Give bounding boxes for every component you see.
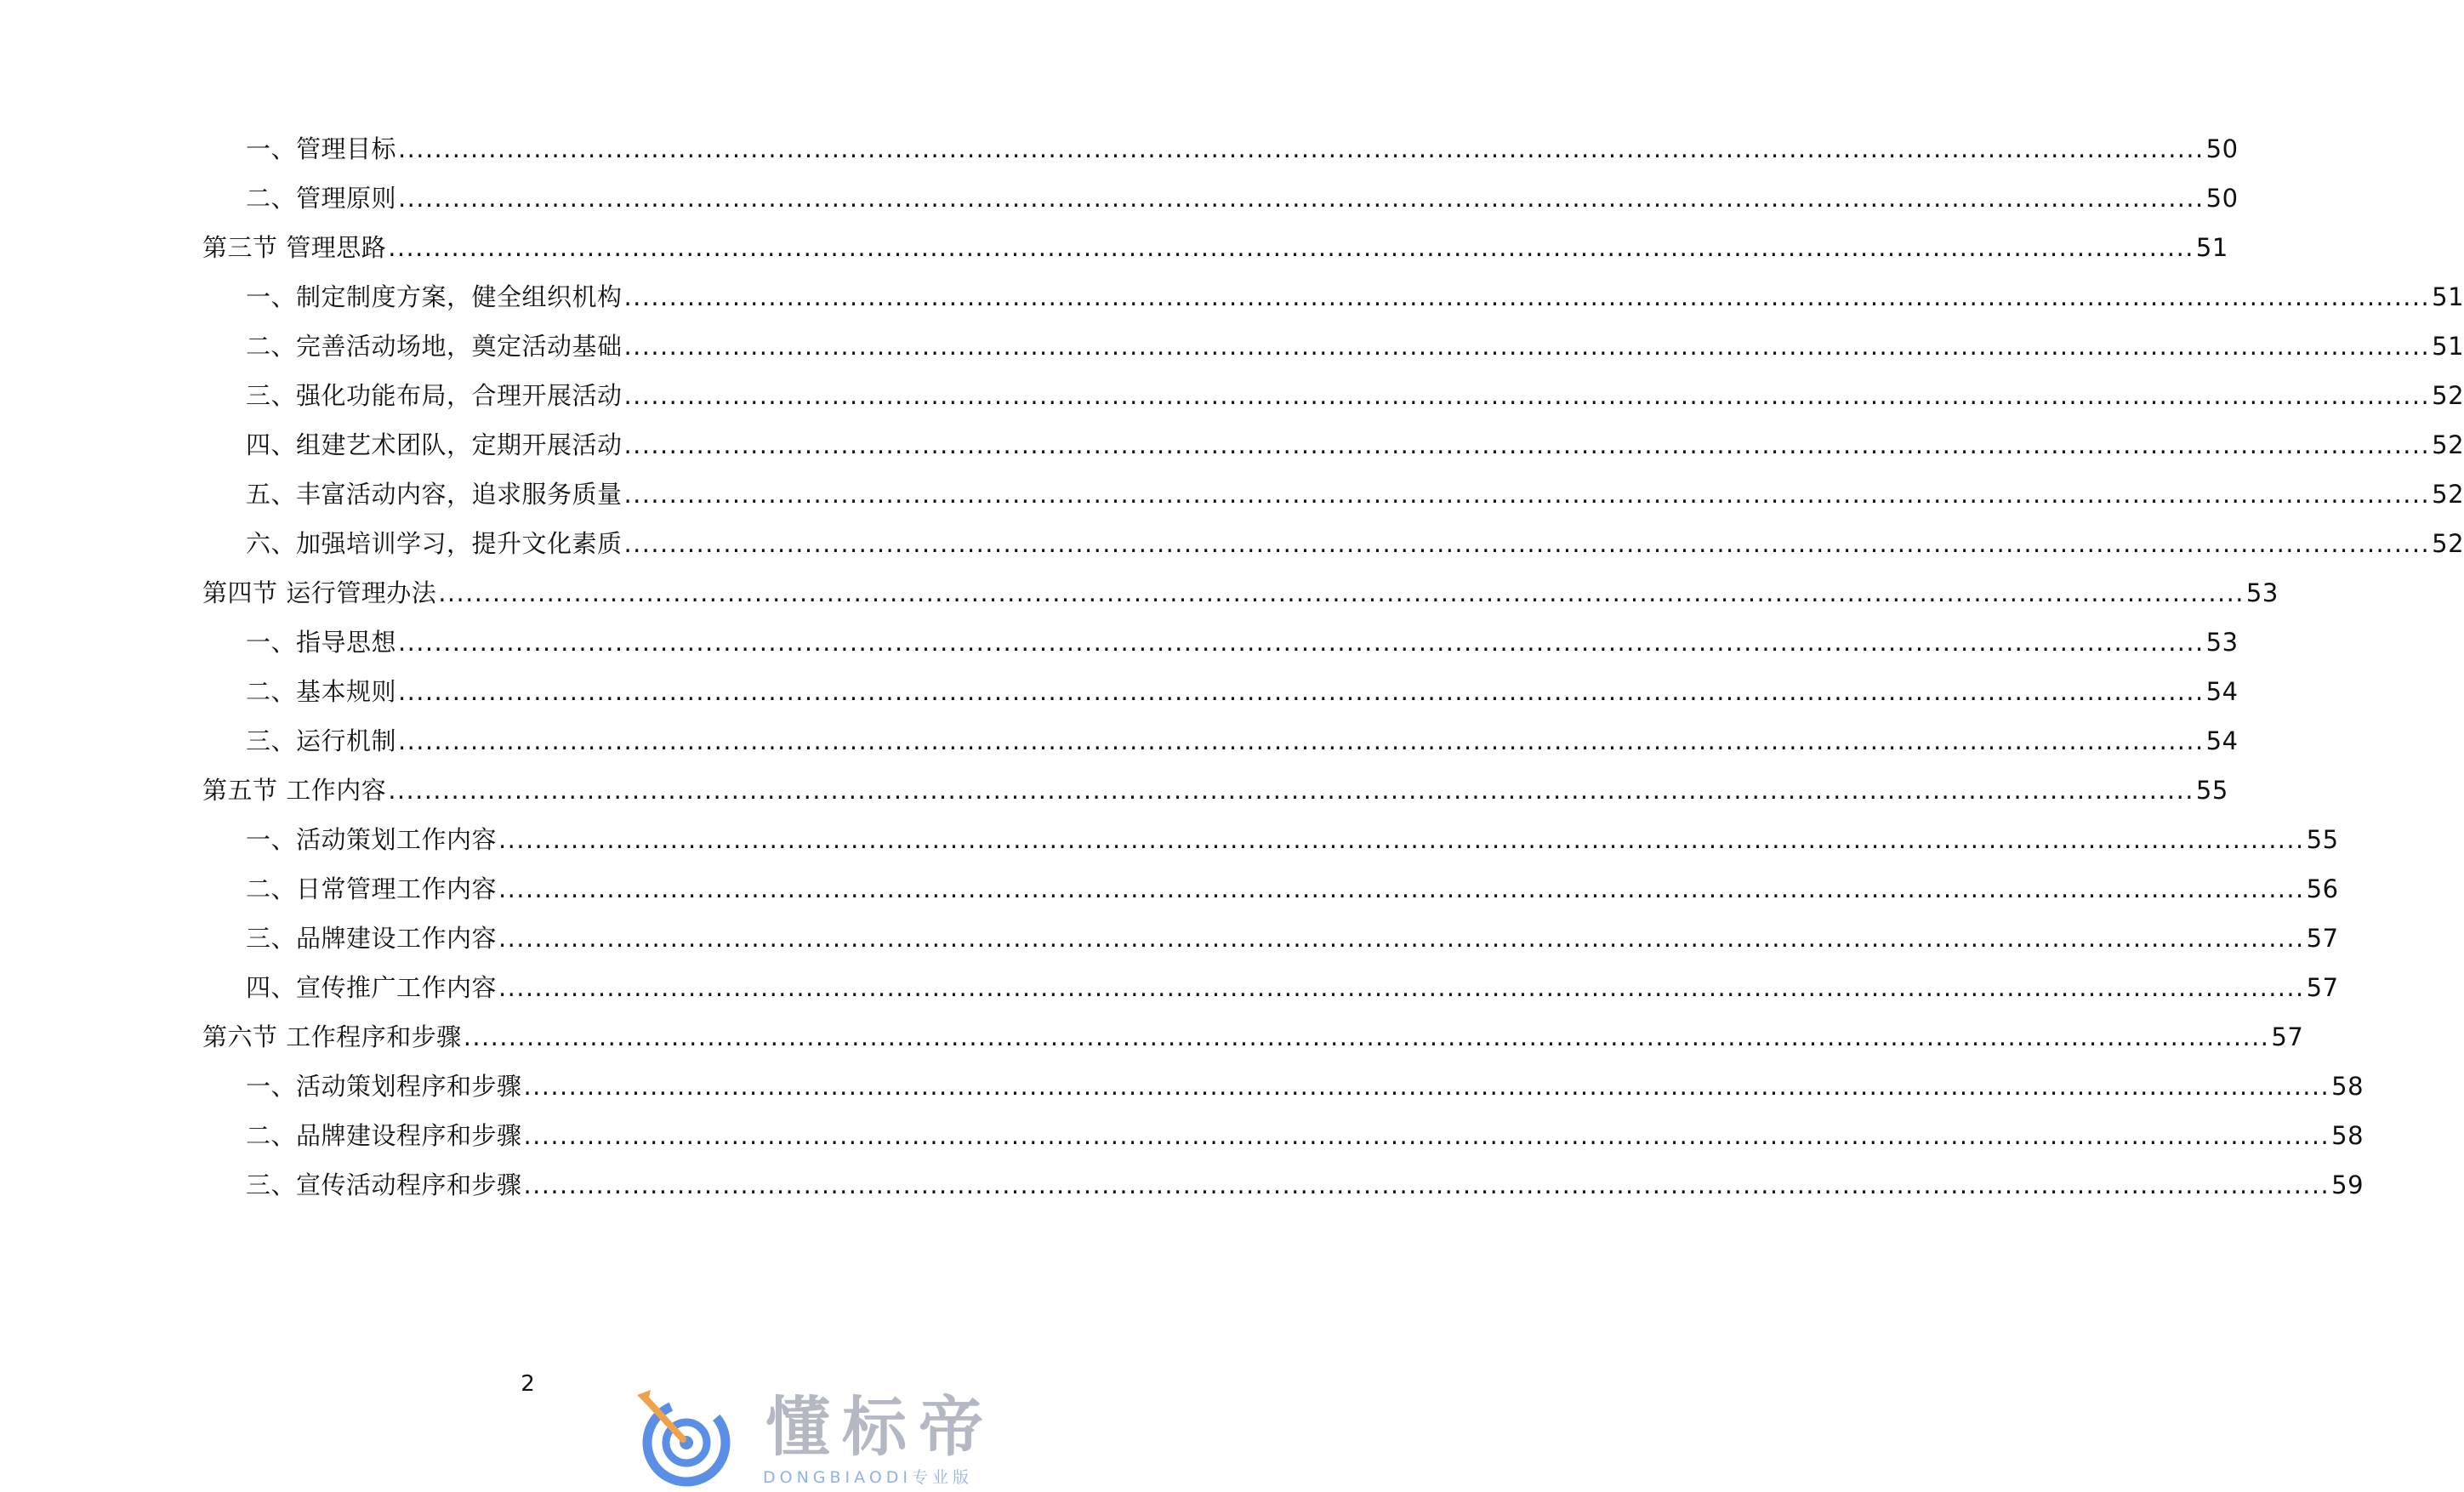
toc-entry[interactable] xyxy=(202,567,2279,610)
toc-leader-dots: ........................................................................................................................................................................................................ xyxy=(623,282,2431,311)
toc-leader-dots: ........................................................................................................................................................................................................ xyxy=(623,381,2431,410)
toc-entry-title: 一、指导思想 xyxy=(246,628,397,657)
toc-entry-title: 第四节 运行管理办法 xyxy=(202,578,437,607)
toc-entry[interactable] xyxy=(246,173,2239,215)
toc-entry-title: 一、管理目标 xyxy=(246,134,397,163)
toc-leader-dots: ........................................................................................................................................................................................................ xyxy=(498,973,2305,1002)
toc-leader-dots: ........................................................................................................................................................................................................ xyxy=(388,776,2194,805)
toc-entry[interactable] xyxy=(246,518,2464,561)
toc-leader-dots: ........................................................................................................................................................................................................ xyxy=(623,430,2431,459)
toc-entry[interactable] xyxy=(246,271,2464,314)
toc-entry-title: 四、宣传推广工作内容 xyxy=(246,973,498,1002)
toc-entry[interactable] xyxy=(246,666,2239,709)
watermark-brand: 懂标帝 xyxy=(765,1389,995,1465)
toc-entry-title: 一、制定制度方案，健全组织机构 xyxy=(246,282,623,311)
toc-entry-page: 53 xyxy=(2245,578,2279,607)
toc-entry[interactable] xyxy=(246,321,2464,363)
toc-entry-page: 52 xyxy=(2432,480,2464,509)
toc-leader-dots: ........................................................................................................................................................................................................ xyxy=(398,184,2205,213)
toc-entry[interactable] xyxy=(246,863,2339,906)
toc-entry-title: 三、运行机制 xyxy=(246,726,397,755)
toc-leader-dots: ........................................................................................................................................................................................................ xyxy=(398,628,2205,657)
toc-entry[interactable] xyxy=(246,1061,2364,1103)
toc-entry-title: 二、完善活动场地，奠定活动基础 xyxy=(246,332,623,361)
toc-leader-dots: ........................................................................................................................................................................................................ xyxy=(523,1121,2330,1150)
toc-entry-title: 一、活动策划程序和步骤 xyxy=(246,1072,522,1101)
toc-entry-page: 54 xyxy=(2205,726,2239,755)
toc-entry-title: 二、基本规则 xyxy=(246,677,397,706)
toc-entry-page: 57 xyxy=(2306,924,2339,953)
toc-entry-title: 第三节 管理思路 xyxy=(202,233,387,262)
toc-entry[interactable] xyxy=(246,617,2239,659)
toc-entry[interactable] xyxy=(202,765,2228,807)
toc-entry[interactable] xyxy=(246,962,2339,1005)
toc-entry-page: 52 xyxy=(2432,381,2464,410)
toc-entry[interactable] xyxy=(246,814,2339,857)
toc-entry-title: 二、日常管理工作内容 xyxy=(246,874,498,903)
toc-entry-title: 二、品牌建设程序和步骤 xyxy=(246,1121,522,1150)
toc-entry-page: 55 xyxy=(2195,776,2228,805)
page-number: 2 xyxy=(521,1371,535,1397)
toc-entry[interactable] xyxy=(246,715,2239,758)
toc-entry-page: 57 xyxy=(2306,973,2339,1002)
toc-leader-dots: ........................................................................................................................................................................................................ xyxy=(388,233,2194,262)
toc-entry-page: 51 xyxy=(2195,233,2228,262)
toc-entry[interactable] xyxy=(246,913,2339,955)
toc-entry-title: 三、宣传活动程序和步骤 xyxy=(246,1170,522,1199)
toc-entry-page: 58 xyxy=(2331,1121,2364,1150)
toc-entry-page: 50 xyxy=(2205,184,2239,213)
toc-entry-page: 55 xyxy=(2306,825,2339,854)
toc-entry[interactable] xyxy=(202,1011,2304,1054)
toc-entry[interactable] xyxy=(246,469,2464,511)
toc-entry-title: 三、强化功能布局，合理开展活动 xyxy=(246,381,623,410)
toc-entry[interactable] xyxy=(246,123,2239,166)
toc-entry-title: 第五节 工作内容 xyxy=(202,776,387,805)
watermark xyxy=(634,1387,1050,1489)
toc-leader-dots: ........................................................................................................................................................................................................ xyxy=(463,1022,2270,1051)
toc-entry[interactable] xyxy=(246,1159,2364,1202)
toc-entry-title: 二、管理原则 xyxy=(246,184,397,213)
toc-entry-page: 52 xyxy=(2432,430,2464,459)
toc-leader-dots: ........................................................................................................................................................................................................ xyxy=(498,874,2305,903)
toc-entry-page: 53 xyxy=(2205,628,2239,657)
toc-leader-dots: ........................................................................................................................................................................................................ xyxy=(398,726,2205,755)
toc-leader-dots: ........................................................................................................................................................................................................ xyxy=(623,332,2431,361)
toc-leader-dots: ........................................................................................................................................................................................................ xyxy=(398,134,2205,163)
toc-leader-dots: ........................................................................................................................................................................................................ xyxy=(523,1072,2330,1101)
toc-entry-title: 四、组建艺术团队，定期开展活动 xyxy=(246,430,623,459)
watermark-subtitle: DONGBIAODI专业版 xyxy=(763,1468,974,1487)
target-logo-icon xyxy=(634,1387,736,1489)
toc-entry[interactable] xyxy=(246,370,2464,413)
toc-entry-page: 56 xyxy=(2306,874,2339,903)
toc-leader-dots: ........................................................................................................................................................................................................ xyxy=(498,825,2305,854)
toc-leader-dots: ........................................................................................................................................................................................................ xyxy=(523,1170,2330,1199)
toc-entry-page: 51 xyxy=(2432,332,2464,361)
toc-entry[interactable] xyxy=(246,419,2464,462)
toc-leader-dots: ........................................................................................................................................................................................................ xyxy=(623,529,2431,558)
toc-leader-dots: ........................................................................................................................................................................................................ xyxy=(623,480,2431,509)
toc-leader-dots: ........................................................................................................................................................................................................ xyxy=(398,677,2205,706)
toc-leader-dots: ........................................................................................................................................................................................................ xyxy=(438,578,2245,607)
toc-entry-title: 第六节 工作程序和步骤 xyxy=(202,1022,462,1051)
toc-entry-title: 六、加强培训学习，提升文化素质 xyxy=(246,529,623,558)
toc-entry-title: 三、品牌建设工作内容 xyxy=(246,924,498,953)
toc-entry-page: 51 xyxy=(2432,282,2464,311)
toc-entry-page: 58 xyxy=(2331,1072,2364,1101)
toc-leader-dots: ........................................................................................................................................................................................................ xyxy=(498,924,2305,953)
toc-entry-title: 五、丰富活动内容，追求服务质量 xyxy=(246,480,623,509)
toc-entry-page: 57 xyxy=(2271,1022,2304,1051)
toc-entry-title: 一、活动策划工作内容 xyxy=(246,825,498,854)
toc-entry-page: 59 xyxy=(2331,1170,2364,1199)
toc-entry-page: 52 xyxy=(2432,529,2464,558)
toc-entry[interactable] xyxy=(246,1110,2364,1153)
toc-entry-page: 50 xyxy=(2205,134,2239,163)
toc-entry[interactable] xyxy=(202,222,2228,265)
toc-entry-page: 54 xyxy=(2205,677,2239,706)
